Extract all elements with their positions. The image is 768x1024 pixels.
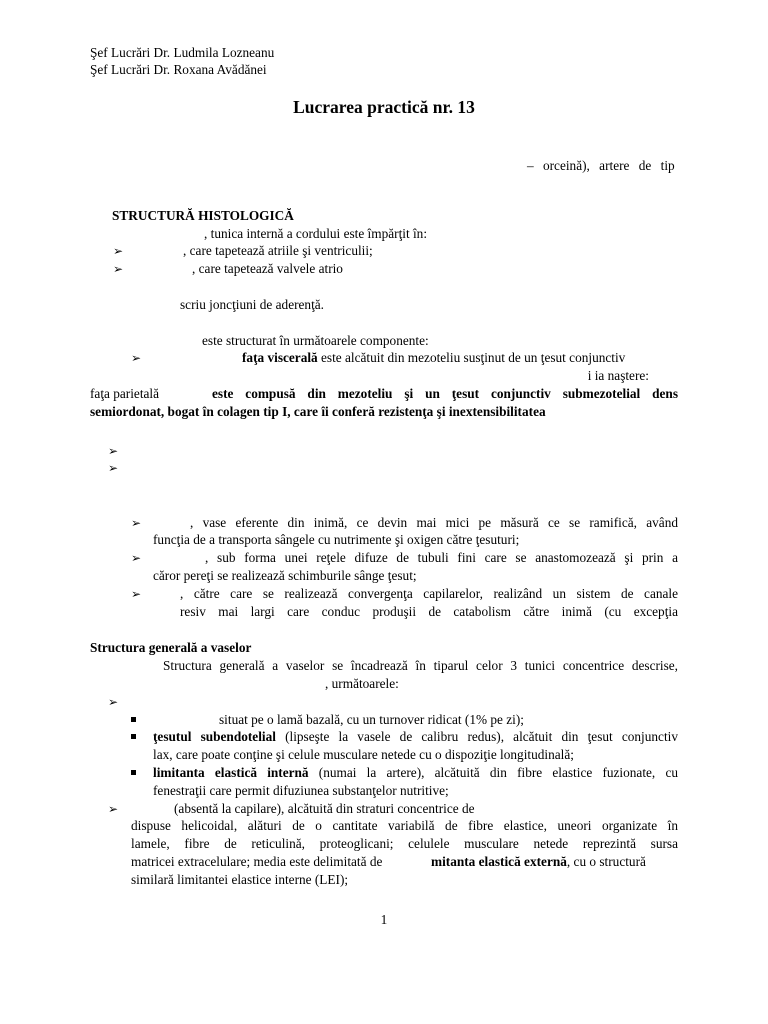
bullet-valve: , care tapetează valvele atrio	[192, 261, 343, 276]
vaselor-intro-1: Structura generală a vaselor se încadrează în tiparul celor 3 tunici concentrice descrise,	[163, 658, 678, 673]
square-bullet-icon	[131, 734, 136, 739]
endocard-line: , tunica internă a cordului este împărţit în:	[204, 226, 428, 241]
parietal-bold-1: este compusă din mezoteliu şi un ţesut conjunctiv submezotelial dens	[212, 386, 678, 401]
pericard-line: este structurat în următoarele componente:	[202, 333, 429, 348]
lei-bold: limitanta elastică internă	[153, 765, 309, 780]
arrow-bullet-icon: ➢	[131, 516, 142, 530]
vessel-artere-l1: , vase eferente din inimă, ce devin mai mici pe măsură ce se ramifică, având	[190, 515, 678, 530]
intro-fragment: – orceină), artere de tip	[527, 158, 675, 173]
lei-rest: (numai la artere), alcătuită din fibre elastice fuzionate, cu	[308, 765, 678, 780]
bullet-atrii: , care tapetează atriile şi ventriculii;	[183, 243, 373, 258]
media-l4-rest	[431, 854, 646, 871]
square-bullet-icon	[131, 770, 136, 775]
arrow-bullet-icon: ➢	[113, 262, 124, 276]
lee-bold: mitanta elastică externă	[431, 854, 567, 869]
media-l3: lamele, fibre de reticulină, proteoglicani; celulele musculare netede reprezintă sursa	[131, 836, 678, 851]
media-l4c: , cu o structură	[566, 854, 646, 869]
arrow-bullet-icon: ➢	[131, 587, 142, 601]
author-1: Şef Lucrări Dr. Ludmila Lozneanu	[90, 45, 275, 60]
arrow-bullet-icon: ➢	[108, 444, 119, 458]
vessel-artere-l2: funcţia de a transporta sângele cu nutrimente şi oxigen către ţesuturi;	[153, 532, 520, 547]
sub-lei-l2: fenestraţii care permit difuziunea substanţelor nutritive;	[153, 783, 449, 798]
arrow-bullet-icon: ➢	[131, 351, 142, 365]
parietal-bold-2: semiordonat, bogat în colagen tip I, care îi conferă rezistenţa şi inextensibilitatea	[90, 404, 546, 419]
visceral-bold: faţa viscerală	[242, 350, 318, 365]
page-number: 1	[380, 912, 388, 927]
arrow-bullet-icon: ➢	[131, 551, 142, 565]
arrow-bullet-icon: ➢	[108, 461, 119, 475]
page-title: Lucrarea practică nr. 13	[293, 97, 475, 117]
media-l2: dispuse helicoidal, alături de o cantitate variabilă de fibre elastice, uneori organizate în	[131, 818, 678, 833]
vessel-capilare-l2: căror pereţi se realizează schimburile sânge ţesut;	[153, 568, 417, 583]
sub-lei-l1	[153, 765, 678, 782]
jonctiuni-line: scriu joncţiuni de aderenţă.	[180, 297, 324, 312]
sub-subendotelial-l1	[153, 729, 678, 746]
section-heading-vaselor: Structura generală a vaselor	[90, 640, 252, 655]
vaselor-intro-2: , următoarele:	[325, 676, 399, 691]
subendotelial-bold: ţesutul subendotelial	[153, 729, 276, 744]
visceral-rest: este alcătuit din mezoteliu susţinut de un ţesut conjunctiv	[317, 350, 626, 365]
visceral-line	[242, 350, 625, 367]
vessel-vene-l2: resiv mai largi care conduc produşii de catabolism către inimă (cu excepţia	[180, 604, 678, 619]
media-l1: (absentă la capilare), alcătuită din straturi concentrice de	[174, 801, 475, 816]
vessel-vene-l1: , către care se realizează convergenţa capilarelor, realizând un sistem de canale	[180, 586, 678, 601]
author-2: Şef Lucrări Dr. Roxana Avădănei	[90, 62, 267, 77]
parietal-label: faţa parietală	[90, 386, 160, 401]
nastere-line: i ia naştere:	[587, 368, 649, 383]
arrow-bullet-icon: ➢	[108, 802, 119, 816]
media-l4a: matricei extracelulare; media este delimitată de	[131, 854, 383, 869]
vessel-capilare-l1: , sub forma unei reţele difuze de tubuli fini care se anastomozează şi prin a	[205, 550, 678, 565]
sub-subendotelial-l2: lax, care poate conţine şi celule musculare netede cu o dispoziţie longitudinală;	[153, 747, 574, 762]
arrow-bullet-icon: ➢	[113, 244, 124, 258]
sub-endoteliu: situat pe o lamă bazală, cu un turnover ridicat (1% pe zi);	[219, 712, 524, 727]
subendotelial-rest: (lipseşte la vasele de calibru redus), alcătuit din ţesut conjunctiv	[275, 729, 678, 744]
square-bullet-icon	[131, 717, 136, 722]
arrow-bullet-icon: ➢	[108, 695, 119, 709]
section-heading-structura: STRUCTURĂ HISTOLOGICĂ	[112, 208, 294, 223]
media-l5: similară limitantei elastice interne (LEI);	[131, 872, 349, 887]
